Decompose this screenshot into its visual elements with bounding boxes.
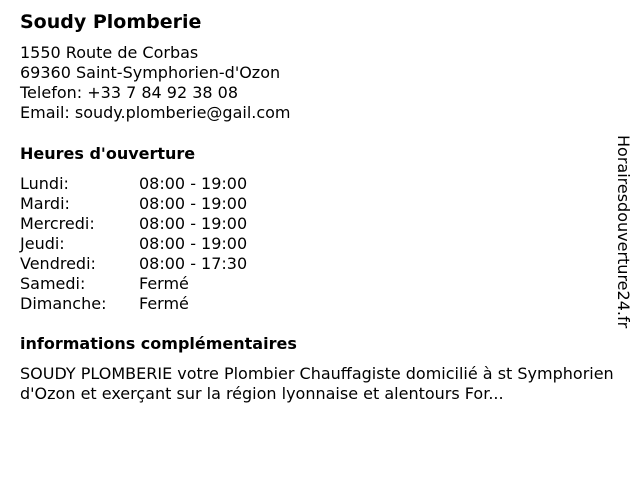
- business-name: Soudy Plomberie: [20, 11, 202, 33]
- hours-row-saturday: [20, 274, 247, 294]
- day-label: Samedi:: [20, 274, 86, 293]
- site-watermark: Horairesdouverture24.fr: [614, 135, 633, 329]
- time-value: 08:00 - 19:00: [139, 174, 248, 193]
- hours-row-friday: [20, 254, 247, 274]
- address-city: 69360 Saint-Symphorien-d'Ozon: [20, 63, 281, 82]
- info-heading: informations complémentaires: [20, 334, 297, 353]
- phone-number: Telefon: +33 7 84 92 38 08: [20, 83, 239, 102]
- hours-row-sunday: [20, 294, 247, 314]
- day-label: Mardi:: [20, 194, 70, 213]
- day-label: Vendredi:: [20, 254, 96, 273]
- email-address: Email: soudy.plomberie@gail.com: [20, 103, 291, 122]
- hours-row-monday: [20, 174, 247, 194]
- day-label: Lundi:: [20, 174, 69, 193]
- opening-hours-table: [20, 174, 247, 314]
- time-value: 08:00 - 19:00: [139, 214, 248, 233]
- address-street: 1550 Route de Corbas: [20, 43, 199, 62]
- time-value: Fermé: [139, 294, 189, 313]
- day-label: Dimanche:: [20, 294, 107, 313]
- hours-row-wednesday: [20, 214, 247, 234]
- hours-row-tuesday: [20, 194, 247, 214]
- day-label: Jeudi:: [20, 234, 65, 253]
- time-value: 08:00 - 19:00: [139, 234, 248, 253]
- time-value: 08:00 - 19:00: [139, 194, 248, 213]
- time-value: 08:00 - 17:30: [139, 254, 248, 273]
- business-description: SOUDY PLOMBERIE votre Plombier Chauffagiste domicilié à st Symphorien d'Ozon et exerçant sur la région lyonnaise et alentours For...: [20, 364, 614, 403]
- time-value: Fermé: [139, 274, 189, 293]
- day-label: Mercredi:: [20, 214, 95, 233]
- hours-row-thursday: [20, 234, 247, 254]
- hours-heading: Heures d'ouverture: [20, 144, 196, 163]
- contact-block: [20, 43, 291, 123]
